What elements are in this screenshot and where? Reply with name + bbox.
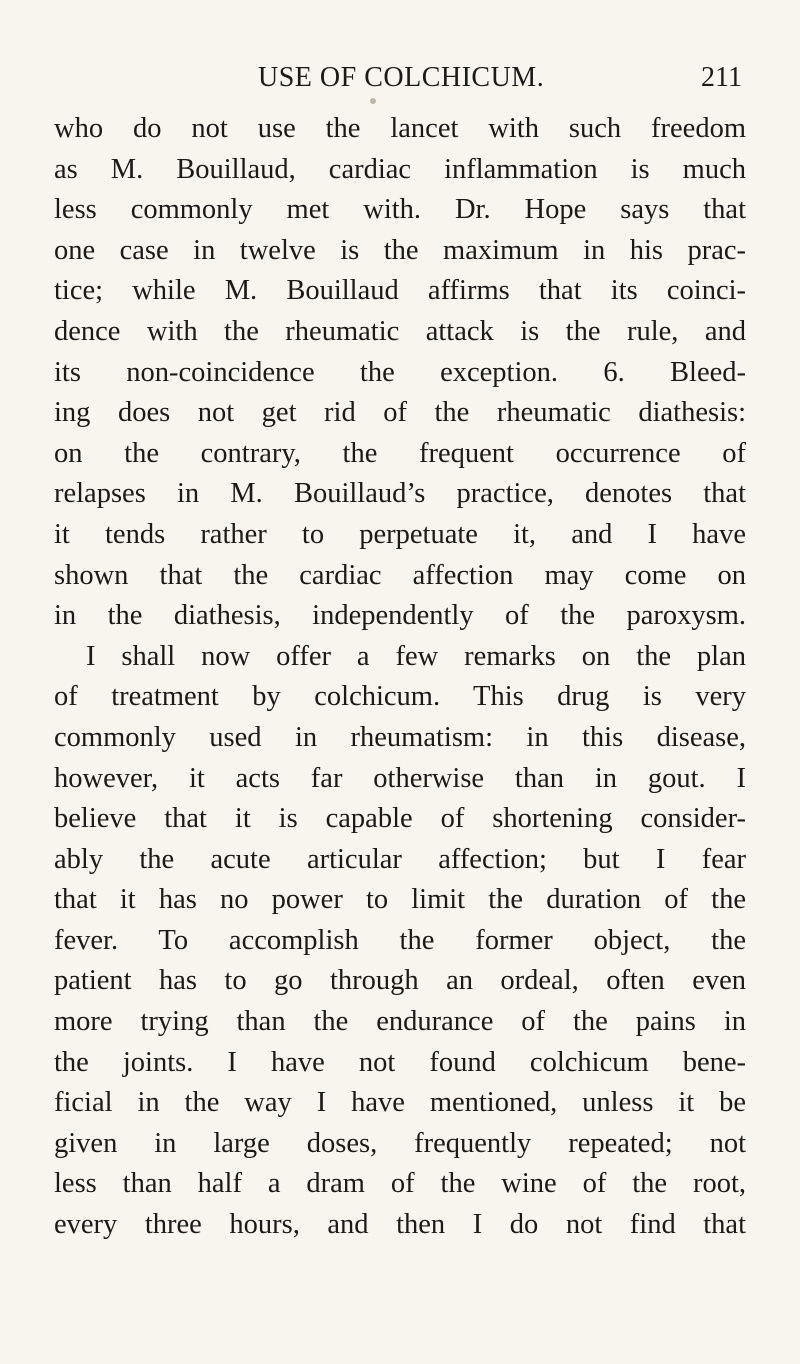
body-text [54, 109, 746, 1246]
ink-dot-ornament [370, 98, 376, 104]
text-line: ing does not get rid of the rheumatic diathesis: [54, 397, 746, 429]
text-line: relapses in M. Bouillaud’s practice, denotes that [54, 478, 746, 510]
running-head [0, 58, 800, 98]
text-line: in the diathesis, independently of the paroxysm. [54, 600, 746, 632]
text-line: it tends rather to perpetuate it, and I have [54, 518, 746, 550]
text-line: less commonly met with. Dr. Hope says that [54, 194, 746, 226]
text-line: every three hours, and then I do not find that [54, 1209, 746, 1241]
text-line: more trying than the endurance of the pains in [54, 1006, 746, 1038]
page-number: 211 [701, 62, 742, 93]
text-line: ficial in the way I have mentioned, unless it be [54, 1087, 746, 1119]
text-line: its non-coincidence the exception. 6. Bleed- [54, 356, 746, 388]
text-line: given in large doses, frequently repeated; not [54, 1127, 746, 1159]
text-line: fever. To accomplish the former object, the [54, 924, 746, 956]
text-line: believe that it is capable of shortening consider- [54, 803, 746, 835]
text-line: patient has to go through an ordeal, often even [54, 965, 746, 997]
text-line: dence with the rheumatic attack is the rule, and [54, 315, 746, 347]
running-title: USE OF COLCHICUM. [258, 62, 545, 93]
text-line: as M. Bouillaud, cardiac inflammation is much [54, 153, 746, 185]
text-line: the joints. I have not found colchicum bene- [54, 1046, 746, 1078]
text-line: ably the acute articular affection; but I fear [54, 843, 746, 875]
text-line: on the contrary, the frequent occurrence of [54, 437, 746, 469]
text-line: tice; while M. Bouillaud affirms that its coinci- [54, 275, 746, 307]
text-line: of treatment by colchicum. This drug is very [54, 681, 746, 713]
text-line: commonly used in rheumatism: in this disease, [54, 721, 746, 753]
text-line: one case in twelve is the maximum in his prac- [54, 234, 746, 266]
text-line: however, it acts far otherwise than in gout. I [54, 762, 746, 794]
text-line: that it has no power to limit the duration of the [54, 884, 746, 916]
text-line-paragraph-start: I shall now offer a few remarks on the plan [86, 640, 746, 672]
text-line: shown that the cardiac affection may come on [54, 559, 746, 591]
text-line: less than half a dram of the wine of the root, [54, 1168, 746, 1200]
text-line: who do not use the lancet with such freedom [54, 113, 746, 144]
